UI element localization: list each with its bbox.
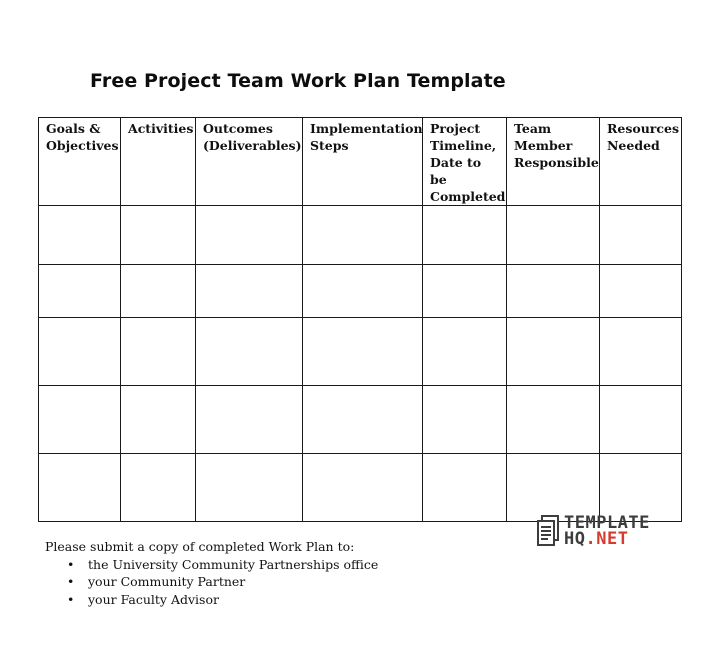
table-cell[interactable]	[507, 318, 600, 386]
list-item-text: the University Community Partnerships office	[88, 556, 379, 572]
header-line: Steps	[310, 138, 349, 153]
logo-text-template: TEMPLATE	[564, 513, 650, 533]
header-line: Activities	[128, 121, 194, 136]
list-item-text: your Faculty Advisor	[88, 591, 219, 607]
table-cell[interactable]	[423, 454, 507, 522]
page-title: Free Project Team Work Plan Template	[90, 70, 506, 92]
submission-note	[45, 538, 378, 608]
table-cell[interactable]	[39, 206, 121, 265]
table-cell[interactable]	[39, 386, 121, 454]
list-item-text: your Community Partner	[88, 574, 246, 589]
table-row	[39, 386, 682, 454]
header-line: Goals &	[46, 121, 101, 136]
table-cell[interactable]	[423, 318, 507, 386]
bullet-icon: •	[67, 556, 75, 572]
table-header-row	[39, 118, 682, 206]
table-cell[interactable]	[423, 386, 507, 454]
logo-text-hq-net	[564, 529, 628, 549]
header-line: Needed	[607, 138, 660, 153]
table-cell[interactable]	[507, 386, 600, 454]
header-outcomes	[196, 118, 303, 206]
header-project-timeline	[423, 118, 507, 206]
table-cell[interactable]	[121, 265, 196, 318]
header-goals-objectives	[39, 118, 121, 206]
table-cell[interactable]	[303, 318, 423, 386]
table-row	[39, 206, 682, 265]
table-cell[interactable]	[303, 265, 423, 318]
header-line: Outcomes	[203, 121, 273, 136]
table-cell[interactable]	[600, 206, 682, 265]
table-cell[interactable]	[39, 265, 121, 318]
table-cell[interactable]	[507, 454, 600, 522]
header-line: Timeline,	[430, 138, 497, 153]
bullet-icon: •	[67, 574, 75, 589]
table-cell[interactable]	[423, 265, 507, 318]
table-row	[39, 265, 682, 318]
table-cell[interactable]	[303, 386, 423, 454]
table-cell[interactable]	[121, 206, 196, 265]
header-line: Completed	[430, 189, 506, 204]
header-line: Team	[514, 121, 552, 136]
table-cell[interactable]	[196, 386, 303, 454]
table-cell[interactable]	[196, 265, 303, 318]
header-activities	[121, 118, 196, 206]
table-cell[interactable]	[507, 206, 600, 265]
header-team-member	[507, 118, 600, 206]
table-row	[39, 318, 682, 386]
header-line: Resources	[607, 121, 679, 136]
header-line: (Deliverables)	[203, 138, 302, 153]
table-cell[interactable]	[121, 318, 196, 386]
table-cell[interactable]	[600, 265, 682, 318]
header-resources-needed	[600, 118, 682, 206]
header-line: Member	[514, 138, 573, 153]
list-item	[45, 556, 378, 574]
table-cell[interactable]	[39, 318, 121, 386]
table-cell[interactable]	[600, 318, 682, 386]
table-cell[interactable]	[303, 206, 423, 265]
document-icon	[536, 515, 560, 547]
header-line: Project	[430, 121, 481, 136]
note-intro: Please submit a copy of completed Work Plan to:	[45, 539, 355, 554]
bullet-icon: •	[67, 591, 75, 607]
header-line: Responsible	[514, 155, 599, 170]
table-cell[interactable]	[303, 454, 423, 522]
templatehq-logo	[536, 514, 666, 548]
header-line: Objectives	[46, 138, 119, 153]
header-line: Date to be	[430, 155, 482, 187]
work-plan-table	[38, 117, 682, 522]
table-cell[interactable]	[196, 318, 303, 386]
table-cell[interactable]	[121, 454, 196, 522]
logo-text-hq: HQ	[564, 529, 586, 549]
header-implementation-steps	[303, 118, 423, 206]
table-cell[interactable]	[600, 386, 682, 454]
table-cell[interactable]	[121, 386, 196, 454]
table-cell[interactable]	[39, 454, 121, 522]
recipient-list	[45, 556, 378, 609]
logo-text-net: .NET	[585, 529, 629, 549]
table-cell[interactable]	[507, 265, 600, 318]
list-item	[45, 591, 378, 609]
table-cell[interactable]	[196, 454, 303, 522]
header-line: Implementation	[310, 121, 423, 136]
table-row	[39, 454, 682, 522]
table-cell[interactable]	[423, 206, 507, 265]
table-cell[interactable]	[600, 454, 682, 522]
list-item	[45, 573, 378, 591]
table-cell[interactable]	[196, 206, 303, 265]
